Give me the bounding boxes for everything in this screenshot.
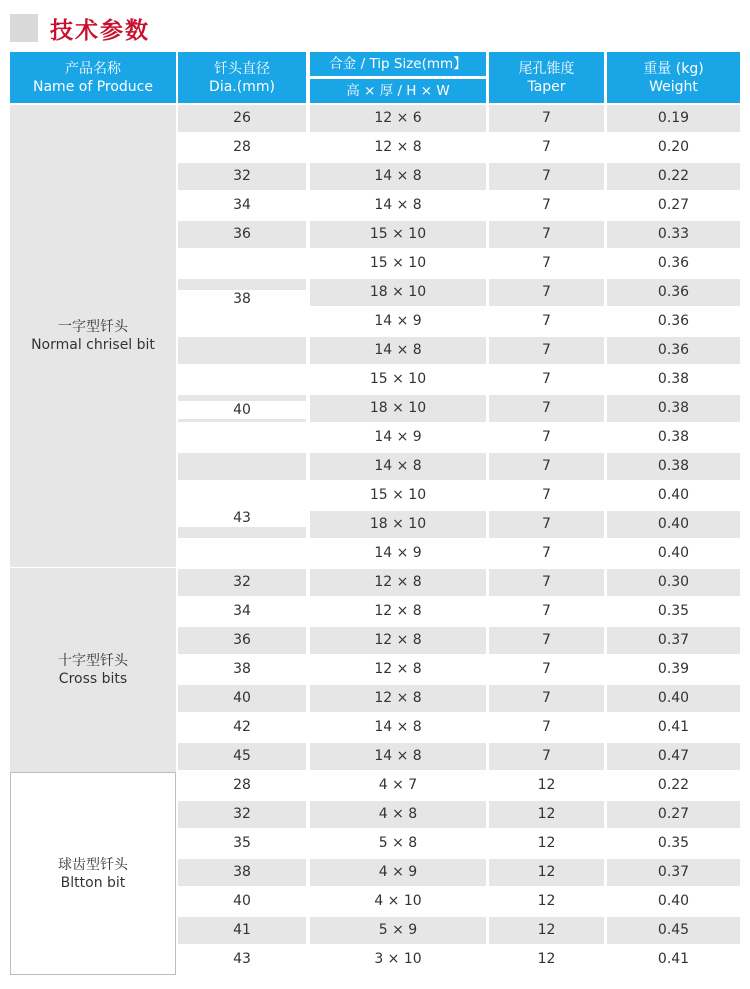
weight-cell: 0.40 xyxy=(657,487,690,503)
tip-size-cell: 14 × 8 xyxy=(374,197,422,213)
taper-cell: 7 xyxy=(542,719,551,735)
header-tip-top: 合金 / Tip Size(mm】 xyxy=(310,52,486,76)
tip-size-cell: 4 × 7 xyxy=(378,777,418,793)
taper-cell: 7 xyxy=(542,661,551,677)
weight-cell: 0.38 xyxy=(657,429,690,445)
dia-cell: 40 xyxy=(233,893,251,909)
weight-cell: 0.36 xyxy=(607,337,740,364)
taper-cell: 7 xyxy=(542,255,551,271)
table-row xyxy=(10,337,740,366)
table-row xyxy=(10,627,740,656)
taper-cell: 7 xyxy=(489,685,604,712)
dia-cell: 32 xyxy=(178,569,306,596)
tip-size-cell: 5 × 9 xyxy=(310,917,486,944)
table-row xyxy=(10,250,740,279)
taper-cell: 12 xyxy=(489,801,604,828)
table-row xyxy=(10,714,740,743)
taper-cell: 7 xyxy=(542,487,551,503)
dia-cell xyxy=(178,308,306,335)
table-row xyxy=(10,859,740,888)
table-row xyxy=(10,888,740,917)
table-row xyxy=(10,598,740,627)
tip-size-cell: 14 × 8 xyxy=(310,743,486,770)
table-row xyxy=(10,163,740,192)
weight-cell: 0.30 xyxy=(607,569,740,596)
weight-cell: 0.35 xyxy=(657,603,690,619)
dia-cell xyxy=(178,337,306,364)
merged-dia-38: 38 xyxy=(178,290,306,308)
header-name xyxy=(10,52,176,103)
dia-cell: 36 xyxy=(178,627,306,654)
header-taper-zh: 尾孔锥度 xyxy=(518,60,575,77)
table-row xyxy=(10,308,740,337)
header-tip-bottom: 高 × 厚 / H × W xyxy=(310,79,486,103)
tip-size-cell: 15 × 10 xyxy=(369,487,427,503)
dia-cell: 28 xyxy=(233,777,251,793)
taper-cell: 7 xyxy=(542,603,551,619)
header-weight-zh: 重量 (kg) xyxy=(643,60,704,77)
weight-cell: 0.41 xyxy=(657,719,690,735)
weight-cell: 0.27 xyxy=(657,197,690,213)
dia-cell xyxy=(178,250,306,277)
taper-cell: 7 xyxy=(542,197,551,213)
taper-cell: 7 xyxy=(489,395,604,422)
header-weight xyxy=(607,52,740,103)
weight-cell: 0.37 xyxy=(607,627,740,654)
table-row xyxy=(10,366,740,395)
table-row xyxy=(10,569,740,598)
header-name-zh: 产品名称 xyxy=(65,60,121,77)
weight-cell: 0.36 xyxy=(657,313,690,329)
table-row xyxy=(10,424,740,453)
header-dia xyxy=(178,52,306,103)
table-row xyxy=(10,482,740,511)
table-row xyxy=(10,221,740,250)
taper-cell: 7 xyxy=(542,139,551,155)
tip-size-cell: 3 × 10 xyxy=(374,951,422,967)
dia-cell: 38 xyxy=(233,661,251,677)
dia-cell xyxy=(178,540,306,567)
weight-cell: 0.35 xyxy=(657,835,690,851)
header-taper-en: Taper xyxy=(527,78,566,95)
weight-cell: 0.38 xyxy=(607,395,740,422)
taper-cell: 7 xyxy=(489,221,604,248)
header-name-en: Name of Produce xyxy=(33,78,153,95)
tip-size-cell: 12 × 8 xyxy=(374,139,422,155)
tip-size-cell: 4 × 10 xyxy=(374,893,422,909)
header-weight-en: Weight xyxy=(649,78,698,95)
weight-cell: 0.40 xyxy=(657,545,690,561)
dia-cell: 26 xyxy=(178,105,306,132)
taper-cell: 7 xyxy=(489,569,604,596)
weight-cell: 0.19 xyxy=(607,105,740,132)
tip-size-cell: 14 × 8 xyxy=(310,163,486,190)
weight-cell: 0.33 xyxy=(607,221,740,248)
weight-cell: 0.20 xyxy=(657,139,690,155)
tip-size-cell: 18 × 10 xyxy=(310,511,486,538)
weight-cell: 0.38 xyxy=(657,371,690,387)
tip-size-cell: 12 × 8 xyxy=(310,569,486,596)
taper-cell: 12 xyxy=(537,893,556,909)
dia-cell xyxy=(178,424,306,451)
weight-cell: 0.36 xyxy=(657,255,690,271)
title-square-icon xyxy=(10,14,38,42)
weight-cell: 0.27 xyxy=(607,801,740,828)
tip-size-cell: 15 × 10 xyxy=(369,371,427,387)
weight-cell: 0.40 xyxy=(607,685,740,712)
taper-cell: 7 xyxy=(542,371,551,387)
group-button-bit: 球齿型钎头 Bltton bit xyxy=(10,772,176,975)
weight-cell: 0.36 xyxy=(607,279,740,306)
dia-cell: 35 xyxy=(233,835,251,851)
dia-cell: 40 xyxy=(178,685,306,712)
taper-cell: 7 xyxy=(489,337,604,364)
table-row xyxy=(10,917,740,946)
tip-size-cell: 15 × 10 xyxy=(310,221,486,248)
dia-cell xyxy=(178,366,306,393)
dia-cell: 42 xyxy=(233,719,251,735)
dia-cell: 38 xyxy=(178,859,306,886)
table-row xyxy=(10,395,740,424)
tip-size-cell: 5 × 8 xyxy=(378,835,418,851)
table-row xyxy=(10,134,740,163)
table-row xyxy=(10,453,740,482)
tip-size-cell: 12 × 8 xyxy=(374,661,422,677)
taper-cell: 7 xyxy=(489,279,604,306)
page-title: 技术参数 xyxy=(50,17,150,44)
weight-cell: 0.41 xyxy=(657,951,690,967)
group-cross-bits: 十字型钎头 Cross bits xyxy=(10,568,176,772)
dia-cell xyxy=(178,482,306,509)
taper-cell: 7 xyxy=(489,511,604,538)
dia-cell: 36 xyxy=(178,221,306,248)
header-taper xyxy=(489,52,604,103)
table-row xyxy=(10,772,740,801)
group-normal-chisel: 一字型钎头 Normal chrisel bit xyxy=(10,105,176,567)
table-row xyxy=(10,656,740,685)
taper-cell: 7 xyxy=(489,163,604,190)
taper-cell: 12 xyxy=(489,917,604,944)
dia-cell xyxy=(178,453,306,480)
table-row xyxy=(10,743,740,772)
dia-cell: 41 xyxy=(178,917,306,944)
taper-cell: 7 xyxy=(489,105,604,132)
tip-size-cell: 14 × 8 xyxy=(374,719,422,735)
table-row xyxy=(10,685,740,714)
dia-cell: 34 xyxy=(233,197,251,213)
tip-size-cell: 4 × 9 xyxy=(310,859,486,886)
weight-cell: 0.40 xyxy=(657,893,690,909)
tip-size-cell: 4 × 8 xyxy=(310,801,486,828)
dia-cell: 43 xyxy=(233,951,251,967)
taper-cell: 7 xyxy=(489,453,604,480)
tip-size-cell: 12 × 8 xyxy=(310,685,486,712)
header-dia-en: Dia.(mm) xyxy=(209,78,275,95)
table-row xyxy=(10,105,740,134)
merged-dia-43: 43 xyxy=(178,509,306,527)
merged-dia-40: 40 xyxy=(178,401,306,419)
weight-cell: 0.22 xyxy=(607,163,740,190)
table-row xyxy=(10,540,740,569)
dia-cell: 45 xyxy=(178,743,306,770)
tip-size-cell: 12 × 6 xyxy=(310,105,486,132)
taper-cell: 7 xyxy=(542,429,551,445)
tip-size-cell: 18 × 10 xyxy=(310,279,486,306)
tip-size-cell: 12 × 8 xyxy=(374,603,422,619)
tip-size-cell: 14 × 8 xyxy=(310,453,486,480)
table-row xyxy=(10,192,740,221)
weight-cell: 0.45 xyxy=(607,917,740,944)
taper-cell: 12 xyxy=(537,951,556,967)
table-row xyxy=(10,801,740,830)
weight-cell: 0.22 xyxy=(657,777,690,793)
tip-size-cell: 14 × 8 xyxy=(310,337,486,364)
dia-cell: 34 xyxy=(233,603,251,619)
dia-cell: 28 xyxy=(233,139,251,155)
dia-cell: 32 xyxy=(178,163,306,190)
taper-cell: 7 xyxy=(542,545,551,561)
tip-size-cell: 18 × 10 xyxy=(310,395,486,422)
section-title-bar xyxy=(10,10,150,46)
taper-cell: 12 xyxy=(537,835,556,851)
tip-size-cell: 15 × 10 xyxy=(369,255,427,271)
taper-cell: 12 xyxy=(489,859,604,886)
table-row xyxy=(10,279,740,308)
table-row xyxy=(10,830,740,859)
table-row xyxy=(10,511,740,540)
table-row xyxy=(10,946,740,975)
header-dia-zh: 钎头直径 xyxy=(214,60,270,77)
tip-size-cell: 12 × 8 xyxy=(310,627,486,654)
taper-cell: 7 xyxy=(489,627,604,654)
weight-cell: 0.37 xyxy=(607,859,740,886)
tip-size-cell: 14 × 9 xyxy=(374,313,422,329)
tip-size-cell: 14 × 9 xyxy=(374,545,422,561)
taper-cell: 12 xyxy=(537,777,556,793)
weight-cell: 0.47 xyxy=(607,743,740,770)
weight-cell: 0.40 xyxy=(607,511,740,538)
weight-cell: 0.38 xyxy=(607,453,740,480)
taper-cell: 7 xyxy=(542,313,551,329)
weight-cell: 0.39 xyxy=(657,661,690,677)
dia-cell: 32 xyxy=(178,801,306,828)
taper-cell: 7 xyxy=(489,743,604,770)
tip-size-cell: 14 × 9 xyxy=(374,429,422,445)
